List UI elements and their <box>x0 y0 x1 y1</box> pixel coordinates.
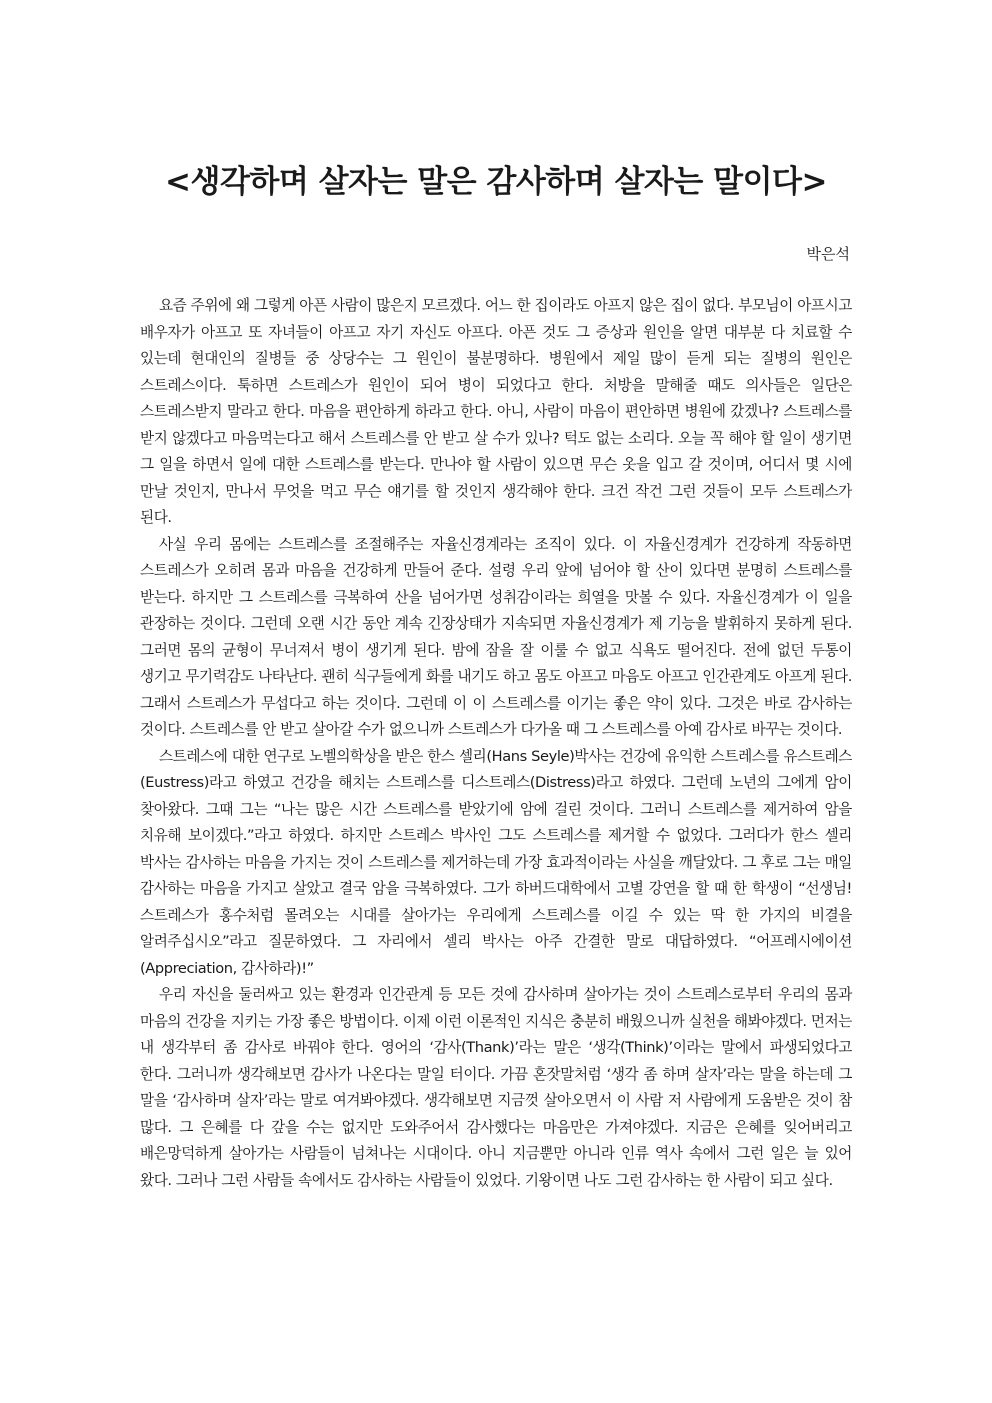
paragraph-1: 요즘 주위에 왜 그렇게 아픈 사람이 많은지 모르겠다. 어느 한 집이라도 아프지 않은 집이 없다. 부모님이 아프시고 배우자가 아프고 또 자녀들이 아프고 자기 자신도 아프다. 아픈 것도 그 증상과 원인을 알면 대부분 다 치료할 수 있는데 현대인의 질병들 중 상당수는 그 원인이 불분명하다. 병원에서 제일 많이 듣게 되는 질병의 원인은 스트레스이다. 툭하면 스트레스가 원인이 되어 병이 되었다고 한다. 처방을 말해줄 때도 의사들은 일단은 스트레스받지 말라고 한다. 마음을 편안하게 하라고 한다. 아니, 사람이 마음이 편안하면 병원에 갔겠나? 스트레스를 받지 않겠다고 마음먹는다고 해서 스트레스를 안 받고 살 수가 있나? 턱도 없는 소리다. 오늘 꼭 해야 할 일이 생기면 그 일을 하면서 일에 대한 스트레스를 받는다. 만나야 할 사람이 있으면 무슨 옷을 입고 갈 것이며, 어디서 몇 시에 만날 것인지, 만나서 무엇을 먹고 무슨 얘기를 할 것인지 생각해야 한다. 크건 작건 그런 것들이 모두 스트레스가 된다. <box>140 297 852 526</box>
document-title: <생각하며 살자는 말은 감사하며 살자는 말이다> <box>165 164 827 200</box>
paragraph-2: 사실 우리 몸에는 스트레스를 조절해주는 자율신경계라는 조직이 있다. 이 자율신경계가 건강하게 작동하면 스트레스가 오히려 몸과 마음을 건강하게 만들어 준다. 설령 우리 앞에 넘어야 할 산이 있다면 분명히 스트레스를 받는다. 하지만 그 스트레스를 극복하여 산을 넘어가면 성취감이라는 희열을 맛볼 수 있다. 자율신경계가 이 일을 관장하는 것이다. 그런데 오랜 시간 동안 계속 긴장상태가 지속되면 자율신경계가 제 기능을 발휘하지 못하게 된다. 그러면 몸의 균형이 무너져서 병이 생기게 된다. 밤에 잠을 잘 이룰 수 없고 식욕도 떨어진다. 전에 없던 두통이 생기고 무기력감도 나타난다. 괜히 식구들에게 화를 내기도 하고 몸도 아프고 마음도 아프고 인간관계도 아프게 된다. 그래서 스트레스가 무섭다고 하는 것이다. 그런데 이 이 스트레스를 이기는 좋은 약이 있다. 그것은 바로 감사하는 것이다. 스트레스를 안 받고 살아갈 수가 없으니까 스트레스가 다가올 때 그 스트레스를 아예 감사로 바꾸는 것이다. <box>140 535 852 738</box>
document-body <box>140 293 852 1194</box>
paragraph-3: 스트레스에 대한 연구로 노벨의학상을 받은 한스 셀리(Hans Seyle)박사는 건강에 유익한 스트레스를 유스트레스(Eustress)라고 하였고 건강을 해치는 스트레스를 디스트레스(Distress)라고 하였다. 그런데 노년의 그에게 암이 찾아왔다. 그때 그는 “나는 많은 시간 스트레스를 받았기에 암에 걸린 것이다. 그러니 스트레스를 제거하여 암을 치유해 보이겠다.”라고 하였다. 하지만 스트레스 박사인 그도 스트레스를 제거할 수 없었다. 그러다가 한스 셀리 박사는 감사하는 마음을 가지는 것이 스트레스를 제거하는데 가장 효과적이라는 사실을 깨달았다. 그 후로 그는 매일 감사하는 마음을 가지고 살았고 결국 암을 극복하였다. 그가 하버드대학에서 고별 강연을 할 때 한 학생이 “선생님! 스트레스가 홍수처럼 몰려오는 시대를 살아가는 우리에게 스트레스를 이길 수 있는 딱 한 가지의 비결을 알려주십시오”라고 질문하였다. 그 자리에서 셀리 박사는 아주 간결한 말로 대답하였다. “어프레시에이션(Appreciation, 감사하라)!” <box>140 747 852 977</box>
author-name: 박은석 <box>806 245 850 263</box>
paragraph-4: 우리 자신을 둘러싸고 있는 환경과 인간관계 등 모든 것에 감사하며 살아가는 것이 스트레스로부터 우리의 몸과 마음의 건강을 지키는 가장 좋은 방법이다. 이제 이런 이론적인 지식은 충분히 배웠으니까 실천을 해봐야겠다. 먼저는 내 생각부터 좀 감사로 바꿔야 한다. 영어의 ‘감사(Thank)’라는 말은 ‘생각(Think)’이라는 말에서 파생되었다고 한다. 그러니까 생각해보면 감사가 나온다는 말일 터이다. 가끔 혼잣말처럼 ‘생각 좀 하며 살자’라는 말을 하는데 그 말을 ‘감사하며 살자’라는 말로 여겨봐야겠다. 생각해보면 지금껏 살아오면서 이 사람 저 사람에게 도움받은 것이 참 많다. 그 은혜를 다 갚을 수는 없지만 도와주어서 감사했다는 마음만은 가져야겠다. 지금은 은혜를 잊어버리고 배은망덕하게 살아가는 사람들이 넘쳐나는 시대이다. 아니 지금뿐만 아니라 인류 역사 속에서 그런 일은 늘 있어 왔다. 그러나 그런 사람들 속에서도 감사하는 사람들이 있었다. 기왕이면 나도 그런 감사하는 한 사람이 되고 싶다. <box>140 986 852 1189</box>
